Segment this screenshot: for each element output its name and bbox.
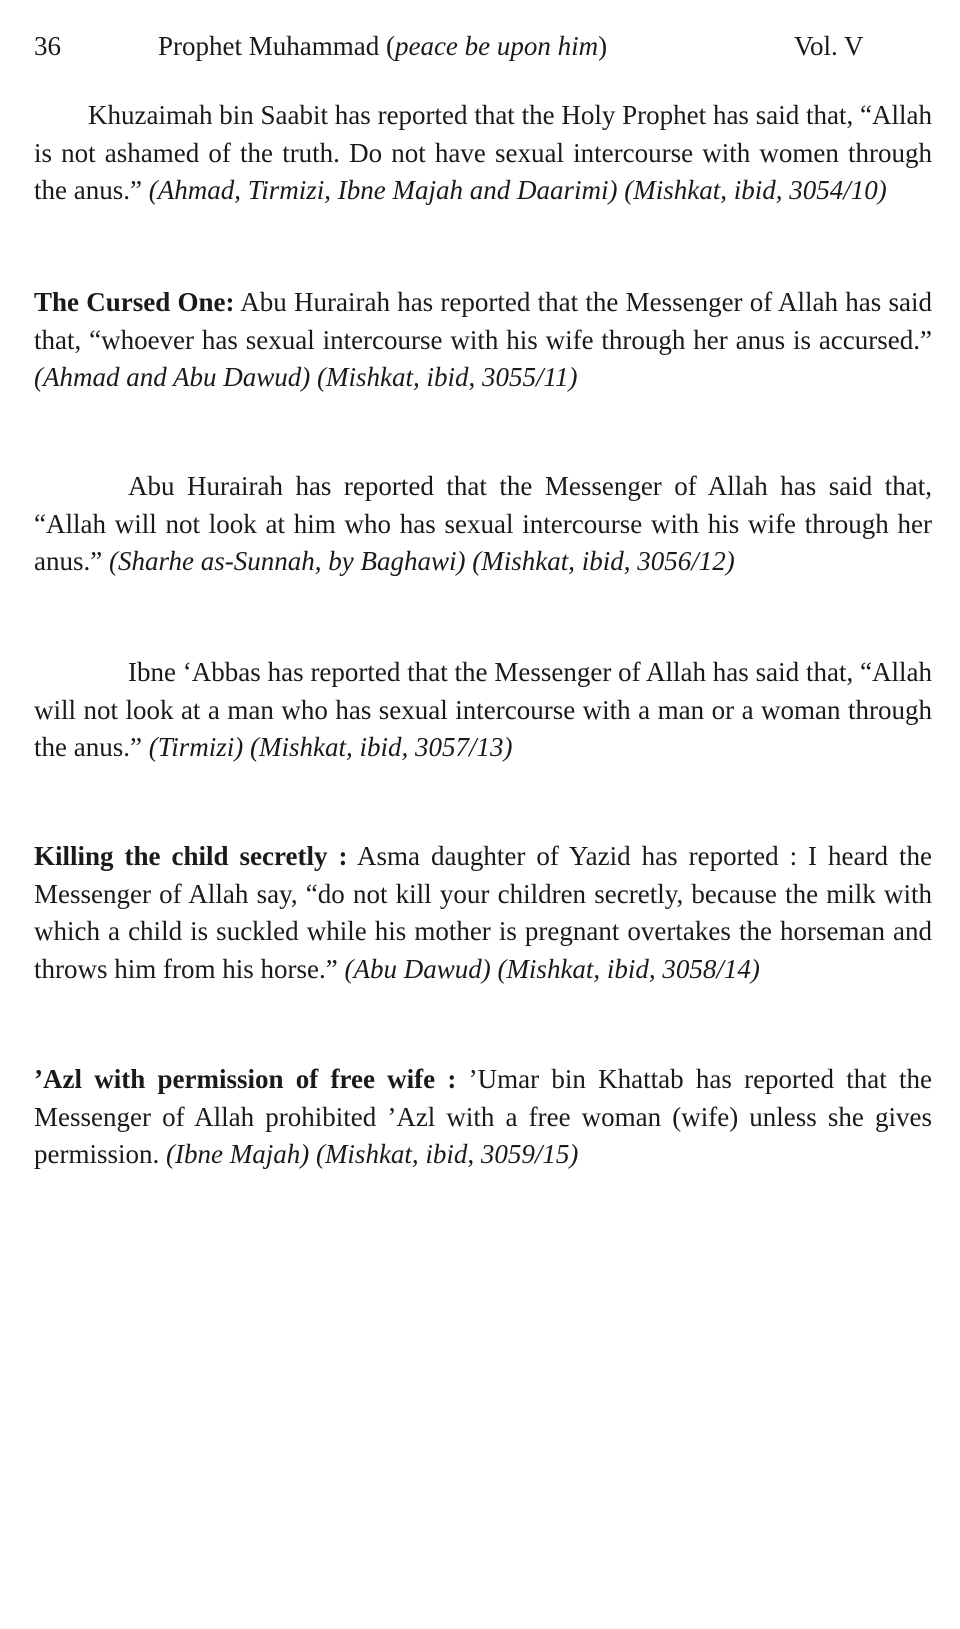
running-header xyxy=(34,26,932,66)
volume-label: Vol. V xyxy=(794,31,864,61)
paragraph-azl: ’Azl with permission of free wife : ’Umar bin Khattab has reported that the Messenger of Allah prohibited ’Azl with a free woman (wife) unless she gives permission. (Ibne Majah) (Mishkat, ibid, 3059/15) xyxy=(34,1064,932,1169)
section-heading: The Cursed One: xyxy=(34,287,235,317)
page-number: 36 xyxy=(34,31,61,61)
paragraph-cursed-one: The Cursed One: Abu Hurairah has reported that the Messenger of Allah has said that, “whoever has sexual intercourse with his wife through her anus is accursed.” (Ahmad and Abu Dawud) (Mishkat, ibid, 3055/11) xyxy=(34,287,932,392)
section-heading: ’Azl with permission of free wife : xyxy=(34,1064,457,1094)
paragraph-khuzaimah: Khuzaimah bin Saabit has reported that the Holy Prophet has said that, “Allah is not ashamed of the truth. Do not have sexual intercourse with women through the anus.” (Ahmad, Tirmizi, Ibne Majah and Daarimi) (Mishkat, ibid, 3054/10) xyxy=(34,100,932,205)
honorific: peace be upon him xyxy=(394,31,599,61)
paragraph-ibne-abbas: Ibne ‘Abbas has reported that the Messenger of Allah has said that, “Allah will not look at a man who has sexual intercourse with a man or a woman through the anus.” (Tirmizi) (Mishkat, ibid, 3057/13) xyxy=(34,657,932,762)
paragraph-killing-child: Killing the child secretly : Asma daughter of Yazid has reported : I heard the Messenger of Allah say, “do not kill your children secretly, because the milk with which a child is suckled while his mother is pregnant overtakes the horseman and throws him from his horse.” (Abu Dawud) (Mishkat, ibid, 3058/14) xyxy=(34,841,932,984)
paragraph-abu-hurairah: Abu Hurairah has reported that the Messenger of Allah has said that, “Allah will not look at him who has sexual intercourse with his wife through her anus.” (Sharhe as-Sunnah, by Baghawi) (Mishkat, ibid, 3056/12) xyxy=(34,471,932,576)
section-heading: Killing the child secretly : xyxy=(34,841,348,871)
book-title: Prophet Muhammad (peace be upon him) xyxy=(158,31,608,61)
